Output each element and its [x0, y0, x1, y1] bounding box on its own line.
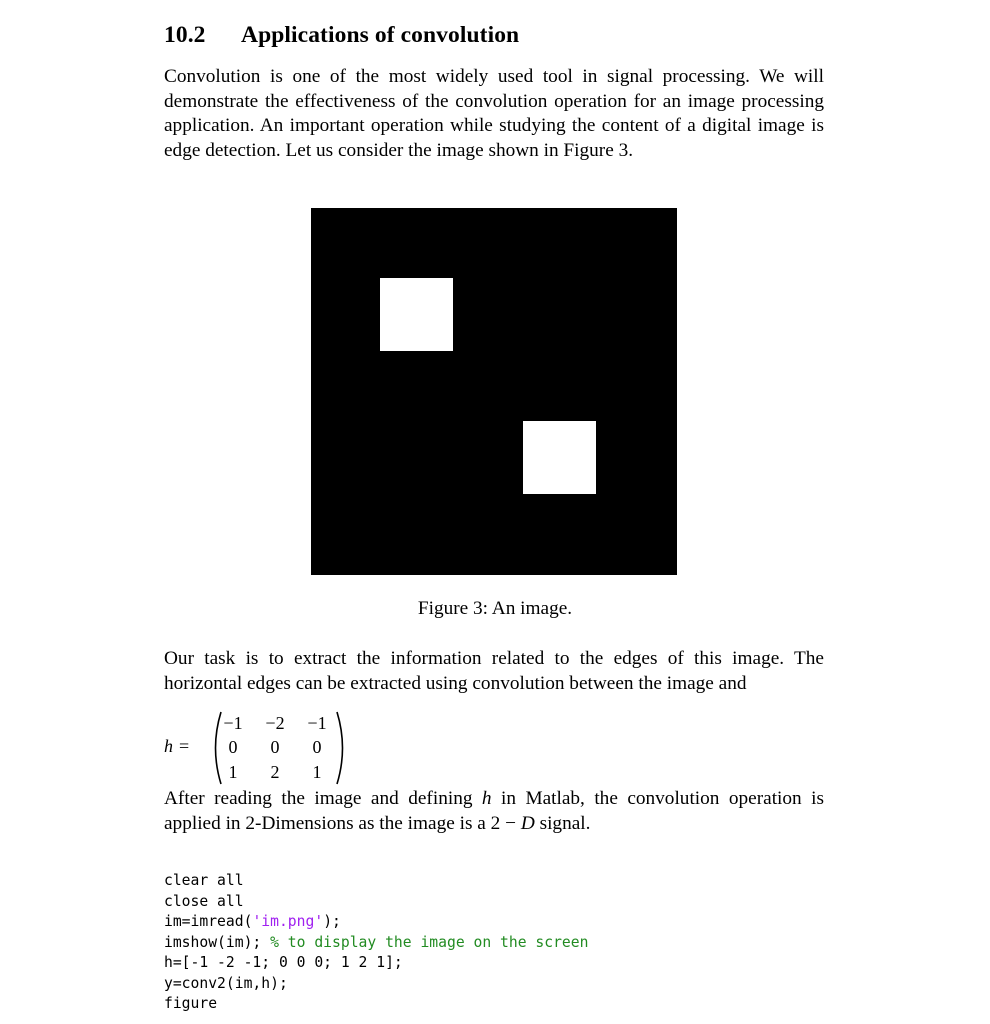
- code-line: h=[-1 -2 -1; 0 0 0; 1 2 1];: [164, 954, 403, 971]
- matrix-cell: 1: [312, 762, 322, 782]
- code-text: imshow(im);: [164, 933, 271, 951]
- code-line: y=conv2(im,h);: [164, 974, 288, 992]
- after-text-1: After reading the image and defining: [164, 788, 482, 809]
- matrix-label: [164, 736, 189, 757]
- matrix-equals: =: [179, 736, 190, 756]
- matrix-cell: −1: [223, 713, 243, 733]
- code-line: clear all: [164, 872, 244, 889]
- after-d-var: D: [520, 812, 535, 834]
- figure-image: [311, 208, 677, 575]
- code-line: [164, 912, 588, 933]
- code-line: close all: [164, 892, 244, 910]
- intro-paragraph: Convolution is one of the most widely used tool in signal processing. We will demonstrate the effectiveness of the convolution operation for an image processing application. An important operation while studying the content of a digital image is edge detection. Let us consider the image shown in Figure 3.: [164, 66, 824, 161]
- matrix-cell: 0: [312, 737, 322, 757]
- kernel-matrix: [164, 710, 464, 786]
- matrix-cell: −2: [265, 713, 285, 733]
- code-line: figure: [164, 995, 218, 1012]
- right-paren-icon: [334, 710, 350, 786]
- code-comment: % to display the image on the screen: [270, 933, 589, 951]
- matrix-variable: h: [164, 736, 173, 756]
- after-h-var: h: [481, 788, 492, 809]
- matrix-cell: 0: [228, 737, 238, 757]
- code-string: 'im.png': [252, 913, 324, 930]
- matrix-cell: 2: [270, 762, 280, 782]
- section-number: 10.2: [164, 22, 206, 48]
- white-square-upper-left: [380, 278, 453, 351]
- matrix-cell: 1: [228, 762, 238, 782]
- section-heading: [164, 22, 519, 49]
- after-paragraph: [164, 787, 824, 836]
- task-paragraph: Our task is to extract the information related to the edges of this image. The horizontal edges can be extracted using convolution between the image and: [164, 648, 824, 694]
- matrix-cell: 0: [270, 737, 280, 757]
- code-text: );: [323, 913, 341, 930]
- code-line: [164, 933, 588, 954]
- after-text-2: in Matlab, the convolution operation is applied in 2-Dimensions as the image is a 2 −: [164, 788, 824, 834]
- code-text: im=imread(: [164, 913, 253, 930]
- matlab-code-block: [164, 871, 588, 1015]
- section-title: Applications of convolution: [241, 22, 520, 48]
- matrix-cell: −1: [307, 713, 327, 733]
- after-text-3: signal.: [534, 812, 591, 834]
- figure-caption: Figure 3: An image.: [417, 598, 573, 619]
- white-square-lower-right: [523, 421, 596, 494]
